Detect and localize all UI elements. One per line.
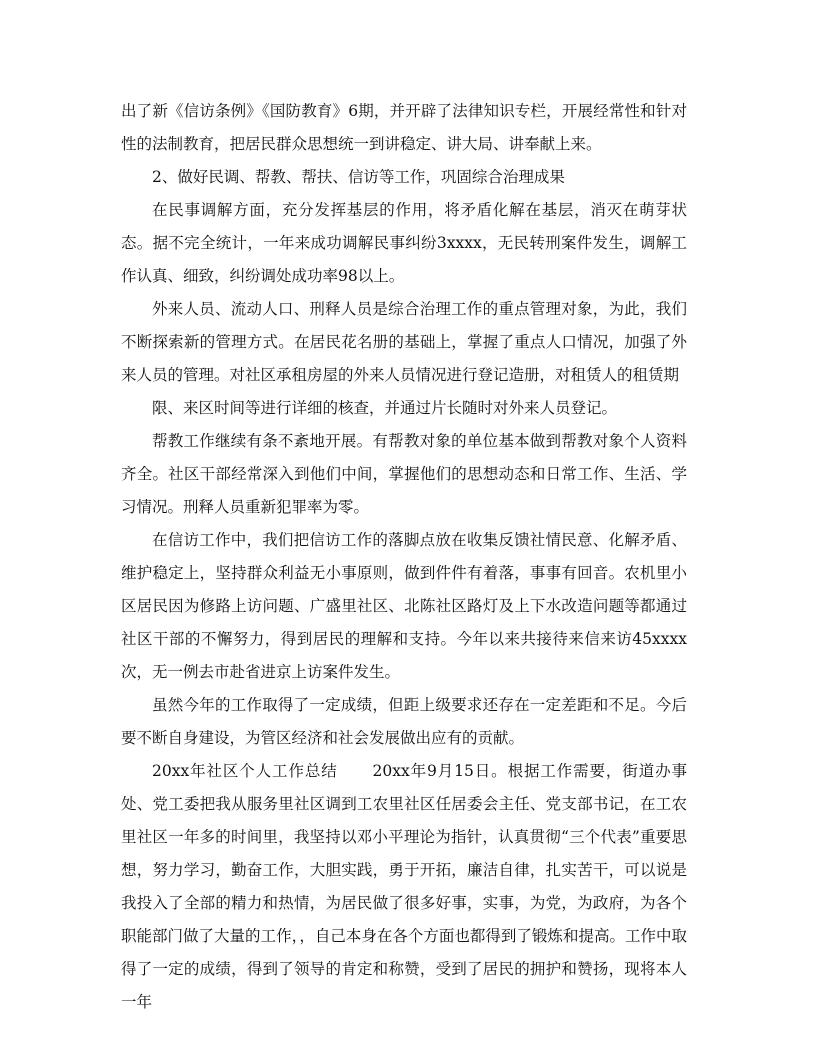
paragraph-mediation: 在民事调解方面，充分发挥基层的作用，将矛盾化解在基层，消灭在萌芽状态。据不完全统计，一年来成功调解民事纠纷3xxxx，无民转刑案件发生，调解工作认真、细致，纠纷调处成功率98以上。 — [121, 201, 687, 285]
paragraph-continuation: 出了新《信访条例》《国防教育》6期，并开辟了法律知识专栏，开展经常性和针对性的法制教育，把居民群众思想统一到讲稳定、讲大局、讲奉献上来。 — [121, 102, 687, 153]
paragraph-migrants: 外来人员、流动人口、刑释人员是综合治理工作的重点管理对象，为此，我们不断探索新的管理方式。在居民花名册的基础上，掌握了重点人口情况，加强了外来人员的管理。对社区承租房屋的外来人员情况进行登记造册，对租赁人的租赁期 — [121, 300, 687, 384]
paragraph-rehabilitation: 帮教工作继续有条不紊地开展。有帮教对象的单位基本做到帮教对象个人资料齐全。社区干部经常深入到他们中间，掌握他们的思想动态和日常工作、生活、学习情况。刑释人员重新犯罪率为零。 — [121, 432, 687, 516]
paragraph-conclusion: 虽然今年的工作取得了一定成绩，但距上级要求还存在一定差距和不足。今后要不断自身建设，为管区经济和社会发展做出应有的贡献。 — [121, 696, 687, 747]
document-body — [121, 95, 687, 1019]
paragraph-migrants-continued: 限、来区时间等进行详细的核查，并通过片长随时对外来人员登记。 — [152, 399, 618, 417]
paragraph-annual-summary: 20xx年社区个人工作总结 20xx年9月15日。根据工作需要，街道办事处、党工委把我从服务里社区调到工农里社区任居委会主任、党支部书记，在工农里社区一年多的时间里，我坚持以邓小平理论为指针，认真贯彻“三个代表”重要思想，努力学习，勤奋工作，大胆实践，勇于开拓，廉洁自律，扎实苦干，可以说是我投入了全部的精力和热情，为居民做了很多好事，实事，为党，为政府，为各个职能部门做了大量的工作，，自己本身在各个方面也都得到了锻炼和提高。工作中取得了一定的成绩，得到了领导的肯定和称赞，受到了居民的拥护和赞扬，现将本人一年 — [121, 762, 687, 1011]
section-heading: 2、做好民调、帮教、帮扶、信访等工作，巩固综合治理成果 — [152, 168, 565, 186]
paragraph-petitions: 在信访工作中，我们把信访工作的落脚点放在收集反馈社情民意、化解矛盾、维护稳定上，坚持群众利益无小事原则，做到件件有着落，事事有回音。农机里小区居民因为修路上访问题、广盛里社区、北陈社区路灯及上下水改造问题等都通过社区干部的不懈努力，得到居民的理解和支持。今年以来共接待来信来访45xxxx次，无一例去市赴省进京上访案件发生。 — [121, 531, 687, 681]
